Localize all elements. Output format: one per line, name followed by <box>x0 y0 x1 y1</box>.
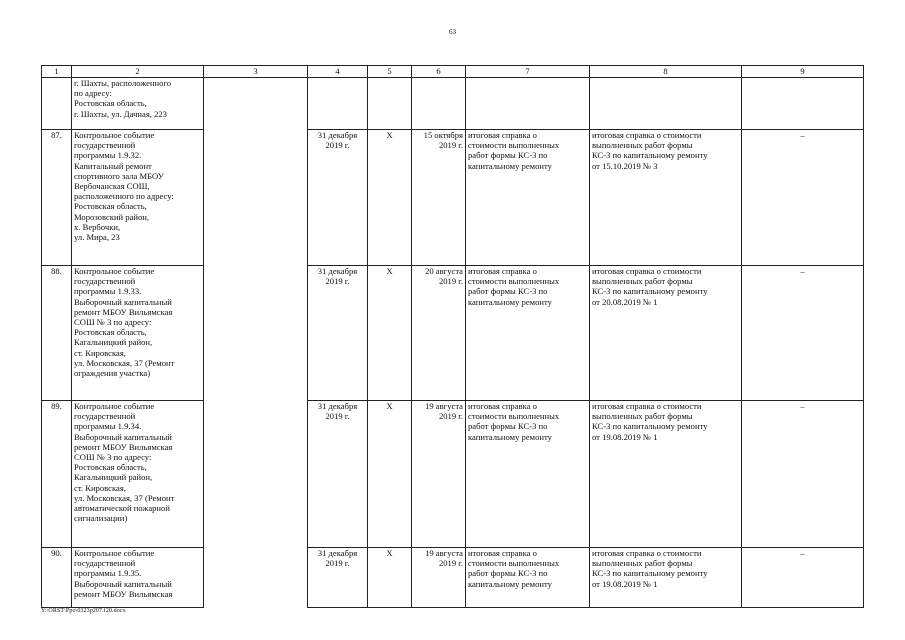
column-header: 3 <box>204 66 308 78</box>
col5-value: X <box>368 401 412 548</box>
event-description: Контрольное событие государственной программы 1.9.34. Выборочный капитальный ремонт МБОУ Вильямская СОШ № 3 по адресу: Ростовская область, Кагальницкий район, ст. Кировская, ул. Московская, 37 (Ремонт автоматической пожарной сигнализации) <box>72 401 204 548</box>
document-type: итоговая справка о стоимости выполненных работ формы КС-3 по капитальному ремонту <box>466 130 590 266</box>
column-header: 7 <box>466 66 590 78</box>
file-path-footer: Y:\ORST\Ppo\0323p207.f20.docx <box>41 608 126 614</box>
table-row <box>42 130 864 266</box>
event-description: Контрольное событие государственной программы 1.9.35. Выборочный капитальный ремонт МБОУ Вильямская <box>72 548 204 608</box>
col5-cell <box>368 78 412 130</box>
table-row <box>42 401 864 548</box>
document-type: итоговая справка о стоимости выполненных работ формы КС-3 по капитальному ремонту <box>466 548 590 608</box>
table-row <box>42 266 864 401</box>
table-row <box>42 548 864 608</box>
actual-date: 19 августа 2019 г. <box>412 548 466 608</box>
column-header: 5 <box>368 66 412 78</box>
actual-date: 19 августа 2019 г. <box>412 401 466 548</box>
deadline: 31 декабря 2019 г. <box>308 401 368 548</box>
page-number: 63 <box>449 28 456 36</box>
responsible-cell <box>204 266 308 401</box>
col5-value: X <box>368 266 412 401</box>
document-reference: итоговая справка о стоимости выполненных работ формы КС-3 по капитальному ремонту от 20.08.2019 № 1 <box>590 266 742 401</box>
deadline: 31 декабря 2019 г. <box>308 266 368 401</box>
col5-value: X <box>368 130 412 266</box>
column-header: 6 <box>412 66 466 78</box>
document-reference: итоговая справка о стоимости выполненных работ формы КС-3 по капитальному ремонту от 19.08.2019 № 1 <box>590 548 742 608</box>
note: – <box>742 401 864 548</box>
document-type-cell <box>466 78 590 130</box>
deadline: 31 декабря 2019 г. <box>308 130 368 266</box>
deadline-cell <box>308 78 368 130</box>
event-description: Контрольное событие государственной программы 1.9.32. Капитальный ремонт спортивного зала МБОУ Вербочанская СОШ, расположенного по адресу: Ростовская область, Морозовский район, х. Вербочки, ул. Мира, 23 <box>72 130 204 266</box>
column-header: 8 <box>590 66 742 78</box>
document-reference-cell <box>590 78 742 130</box>
actual-date-cell <box>412 78 466 130</box>
responsible-cell <box>204 130 308 266</box>
actual-date: 15 октября 2019 г. <box>412 130 466 266</box>
row-number: 90. <box>42 548 72 608</box>
note-cell <box>742 78 864 130</box>
column-header: 4 <box>308 66 368 78</box>
document-type: итоговая справка о стоимости выполненных работ формы КС-3 по капитальному ремонту <box>466 266 590 401</box>
column-number-row <box>42 66 864 78</box>
responsible-cell <box>204 401 308 548</box>
deadline: 31 декабря 2019 г. <box>308 548 368 608</box>
note: – <box>742 266 864 401</box>
document-type: итоговая справка о стоимости выполненных работ формы КС-3 по капитальному ремонту <box>466 401 590 548</box>
row-number: 88. <box>42 266 72 401</box>
table-row-continuation <box>42 78 864 130</box>
row-number: 89. <box>42 401 72 548</box>
responsible-cell <box>204 548 308 608</box>
event-description: г. Шахты, расположенного по адресу: Ростовская область, г. Шахты, ул. Дачная, 223 <box>72 78 204 130</box>
document-reference: итоговая справка о стоимости выполненных работ формы КС-3 по капитальному ремонту от 15.10.2019 № 3 <box>590 130 742 266</box>
document-reference: итоговая справка о стоимости выполненных работ формы КС-3 по капитальному ремонту от 19.08.2019 № 1 <box>590 401 742 548</box>
note: – <box>742 548 864 608</box>
column-header: 9 <box>742 66 864 78</box>
col5-value: X <box>368 548 412 608</box>
control-events-table <box>41 65 864 608</box>
row-number <box>42 78 72 130</box>
row-number: 87. <box>42 130 72 266</box>
note: – <box>742 130 864 266</box>
column-header: 1 <box>42 66 72 78</box>
event-description: Контрольное событие государственной программы 1.9.33. Выборочный капитальный ремонт МБОУ Вильямская СОШ № 3 по адресу: Ростовская область, Кагальницкий район, ст. Кировская, ул. Московская, 37 (Ремонт ограждения участка) <box>72 266 204 401</box>
responsible-cell <box>204 78 308 130</box>
column-header: 2 <box>72 66 204 78</box>
actual-date: 20 августа 2019 г. <box>412 266 466 401</box>
